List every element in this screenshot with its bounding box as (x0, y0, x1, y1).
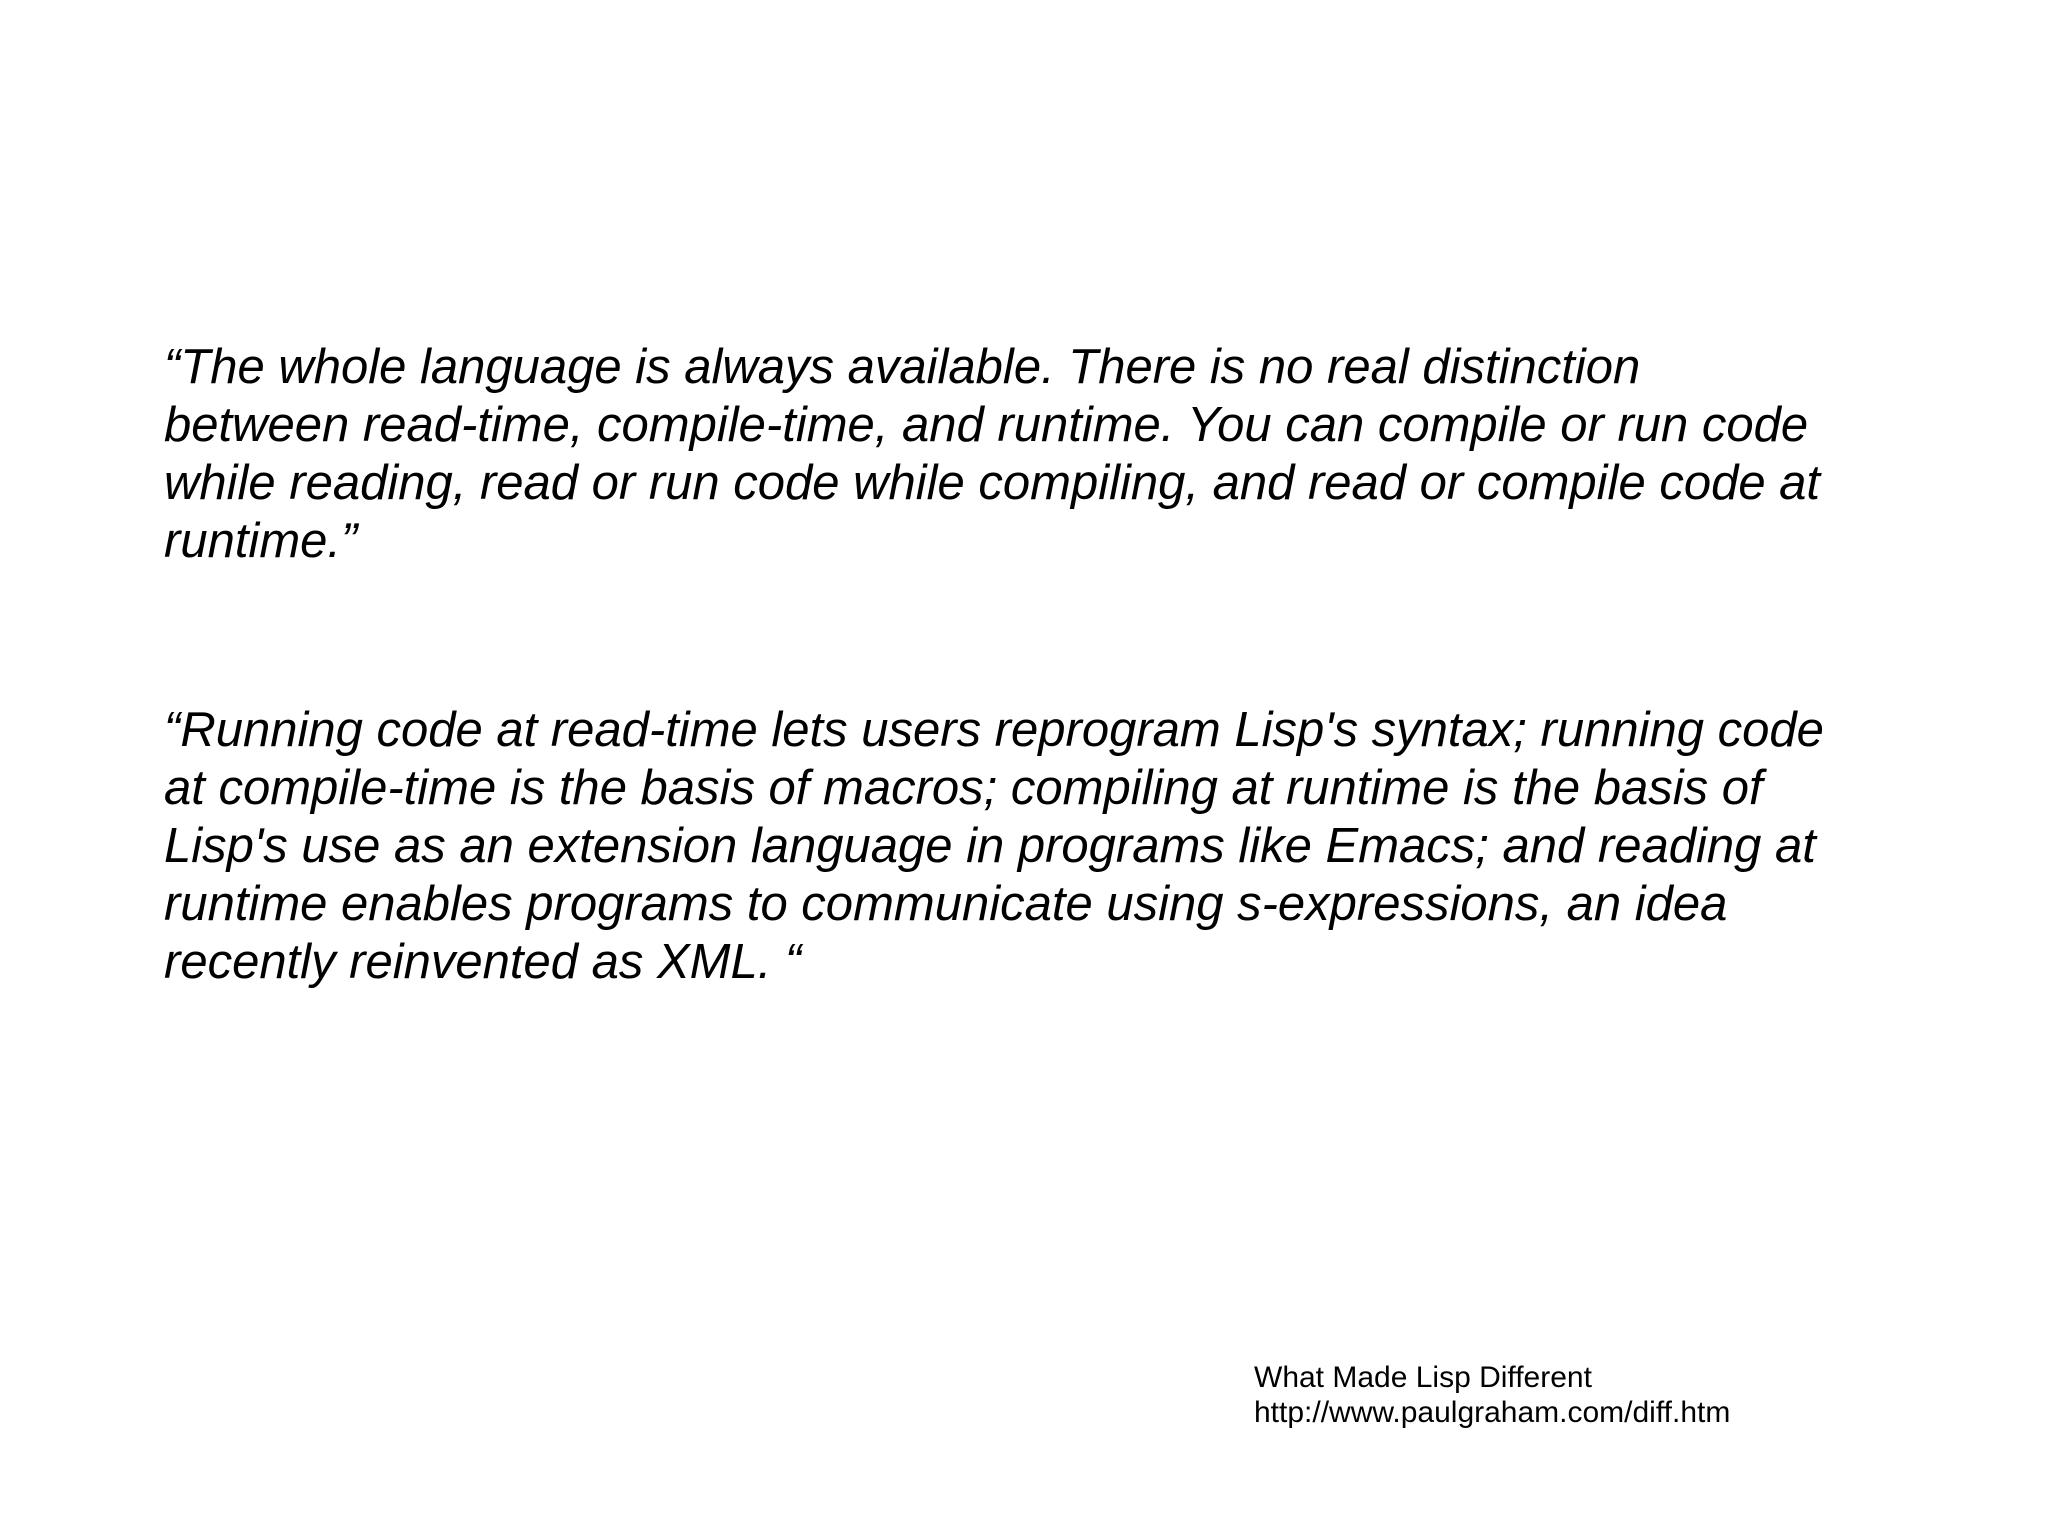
quote-read-compile-runtime (164, 338, 1964, 570)
quote-line: Lisp's use as an extension language in programs like Emacs; and reading at (164, 819, 1816, 873)
quote-line: recently reinvented as XML. “ (164, 935, 802, 989)
quote-line: runtime.” (164, 514, 358, 568)
quote-line: “The whole language is always available. There is no real distinction (164, 340, 1641, 394)
quote-line: runtime enables programs to communicate using s-expressions, an idea (164, 877, 1728, 931)
quote-line: at compile-time is the basis of macros; compiling at runtime is the basis of (164, 761, 1763, 815)
quote-running-code-at-read-time (164, 701, 1964, 991)
source-title: What Made Lisp Different (1254, 1361, 1592, 1394)
source-url: http://www.paulgraham.com/diff.htm (1254, 1396, 1731, 1429)
source-citation (1254, 1360, 1730, 1430)
quote-line: “Running code at read-time lets users reprogram Lisp's syntax; running code (164, 703, 1824, 757)
quote-line: while reading, read or run code while compiling, and read or compile code at (164, 456, 1821, 510)
quote-line: between read-time, compile-time, and runtime. You can compile or run code (164, 398, 1809, 452)
